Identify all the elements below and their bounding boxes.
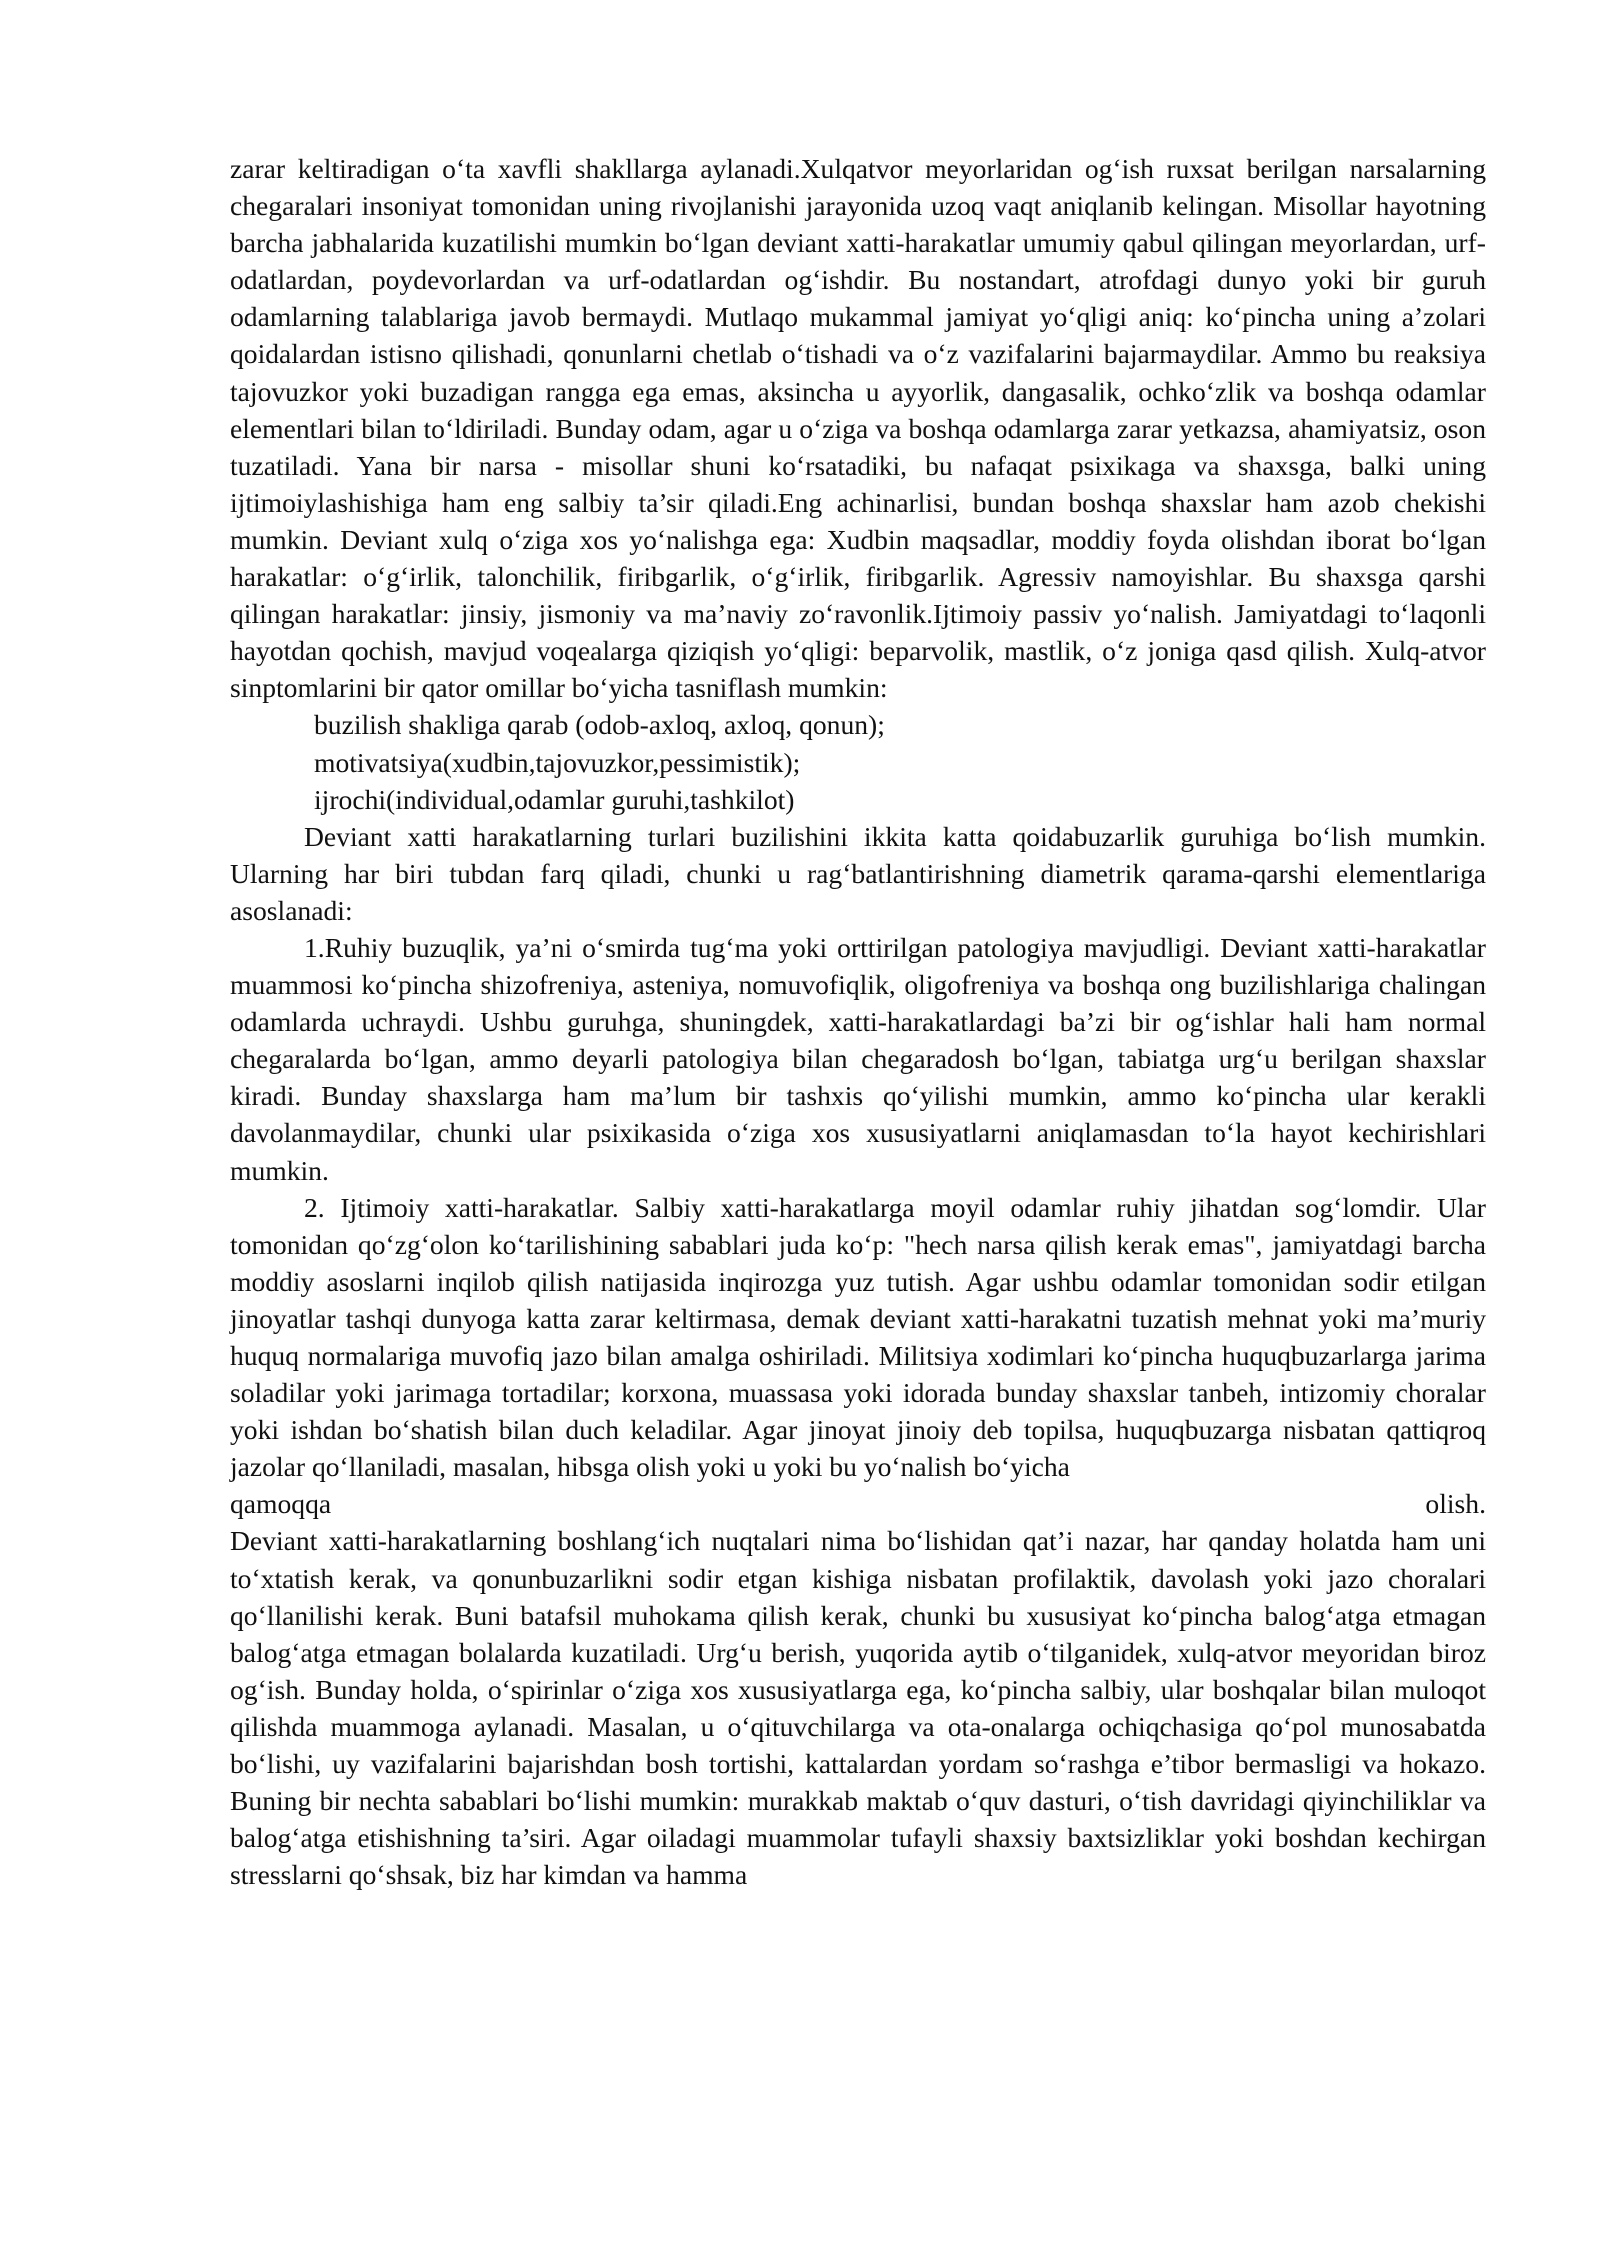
list-item-form: buzilish shakliga qarab (odob-axloq, axloq, qonun);	[314, 709, 885, 741]
paragraph-social-behavior-end	[230, 1485, 1486, 1522]
social-end-left: qamoqqa	[230, 1488, 332, 1520]
list-item-motivation: motivatsiya(xudbin,tajovuzkor,pessimistik);	[314, 746, 801, 778]
list-item-performer: ijrochi(individual,odamlar guruhi,tashkilot)	[314, 783, 795, 815]
paragraph-mental-disorder: 1.Ruhiy buzuqlik, ya’ni o‘smirda tug‘ma yoki orttirilgan patologiya mavjudligi. Deviant xatti-harakatlar muammosi ko‘pincha shizofreniya, asteniya, nomuvofiqlik, oligofreniya va boshqa ong buzilishlariga chalingan odamlarda uchraydi. Ushbu guruhga, shuningdek, xatti-harakatlardagi ba’zi bir og‘ishlar hali ham normal chegaralarda bo‘lgan, ammo deyarli patologiya bilan chegaradosh bo‘lgan, tabiatga urg‘u berilgan shaxslar kiradi. Bunday shaxslarga ham ma’lum bir tashxis qo‘yilishi mumkin, ammo ko‘pincha ular kerakli davolanmaydilar, chunki ular psixikasida o‘ziga xos xususiyatlarni aniqlamasdan to‘la hayot kechirishlari mumkin.	[230, 931, 1486, 1186]
paragraph-intro: zarar keltiradigan o‘ta xavfli shakllarga aylanadi.Xulqatvor meyorlaridan og‘ish ruxsat berilgan narsalarning chegaralari insoniyat tomonidan uning rivojlanishi jarayonida uzoq vaqt aniqlanib kelingan. Misollar hayotning barcha jabhalarida kuzatilishi mumkin bo‘lgan deviant xatti-harakatlar umumiy qabul qilingan meyorlardan, urf-odatlardan, poydevorlardan va urf-odatlardan og‘ishdir. Bu nostandart, atrofdagi dunyo yoki bir guruh odamlarning talablariga javob bermaydi. Mutlaqo mukammal jamiyat yo‘qligi aniq: ko‘pincha uning a’zolari qoidalardan istisno qilishadi, qonunlarni chetlab o‘tishadi va o‘z vazifalarini bajarmaydilar. Ammo bu reaksiya tajovuzkor yoki buzadigan rangga ega emas, aksincha u ayyorlik, dangasalik, ochko‘zlik va boshqa odamlar elementlari bilan to‘ldiriladi. Bunday odam, agar u o‘ziga va boshqa odamlarga zarar yetkazsa, ahamiyatsiz, oson tuzatiladi. Yana bir narsa - misollar shuni ko‘rsatadiki, bu nafaqat psixikaga va shaxsga, balki uning ijtimoiylashishiga ham eng salbiy ta’sir qiladi.Eng achinarlisi, bundan boshqa shaxslar ham azob chekishi mumkin. Deviant xulq o‘ziga xos yo‘nalishga ega: Xudbin maqsadlar, moddiy foyda olishdan iborat bo‘lgan harakatlar: o‘g‘irlik, talonchilik, firibgarlik, o‘g‘irlik, firibgarlik. Agressiv namoyishlar. Bu shaxsga qarshi qilingan harakatlar: jinsiy, jismoniy va ma’naviy zo‘ravonlik.Ijtimoiy passiv yo‘nalish. Jamiyatdagi to‘laqonli hayotdan qochish, mavjud voqealarga qiziqish yo‘qligi: beparvolik, mastlik, o‘z joniga qasd qilish. Xulq-atvor sinptomlarini bir qator omillar bo‘yicha tasniflash mumkin:	[230, 153, 1486, 704]
paragraph-final: Deviant xatti-harakatlarning boshlang‘ich nuqtalari nima bo‘lishidan qat’i nazar, har qanday holatda ham uni to‘xtatish kerak, va qonunbuzarlikni sodir etgan kishiga nisbatan profilaktik, davolash yoki jazo choralari qo‘llanilishi kerak. Buni batafsil muhokama qilish kerak, chunki bu xususiyat ko‘pincha balog‘atga etmagan balog‘atga etmagan bolalarda kuzatiladi. Urg‘u berish, yuqorida aytib o‘tilganidek, xulq-atvor meyoridan biroz og‘ish. Bunday holda, o‘spirinlar o‘ziga xos xususiyatlarga ega, ko‘pincha salbiy, ular boshqalar bilan muloqot qilishda muammoga aylanadi. Masalan, u o‘qituvchilarga va ota-onalarga ochiqchasiga qo‘pol munosabatda bo‘lishi, uy vazifalarini bajarishdan bosh tortishi, kattalardan yordam so‘rashga e’tibor bermasligi va hokazo. Buning bir nechta sabablari bo‘lishi mumkin: murakkab maktab o‘quv dasturi, o‘tish davridagi qiyinchiliklar va balog‘atga etishishning ta’siri. Agar oiladagi muammolar tufayli shaxsiy baxtsizliklar yoki boshdan kechirgan stresslarni qo‘shsak, biz har kimdan va hamma	[230, 1525, 1486, 1891]
document-body	[230, 150, 1486, 1893]
paragraph-types: Deviant xatti harakatlarning turlari buzilishini ikkita katta qoidabuzarlik guruhiga bo‘lish mumkin. Ularning har biri tubdan farq qiladi, chunki u rag‘batlantirishning diametrik qarama-qarshi elementlariga asoslanadi:	[230, 820, 1486, 926]
paragraph-social-behavior: 2. Ijtimoiy xatti-harakatlar. Salbiy xatti-harakatlarga moyil odamlar ruhiy jihatdan sog‘lomdir. Ular tomonidan qo‘zg‘olon ko‘tarilishining sabablari juda ko‘p: "hech narsa qilish kerak emas", jamiyatdagi barcha moddiy asoslarni inqilob qilish natijasida inqirozga yuz tutish. Agar ushbu odamlar tomonidan sodir etilgan jinoyatlar tashqi dunyoga katta zarar keltirmasa, demak deviant xatti-harakatni tuzatish mehnat yoki ma’muriy huquq normalariga muvofiq jazo bilan amalga oshiriladi. Militsiya xodimlari ko‘pincha huquqbuzarlarga jarima soladilar yoki jarimaga tortadilar; korxona, muassasa yoki idorada bunday shaxslar tanbeh, intizomiy choralar yoki ishdan bo‘shatish bilan duch keladilar. Agar jinoyat jinoiy deb topilsa, huquqbuzarga nisbatan qattiqroq jazolar qo‘llaniladi, masalan, hibsga olish yoki u yoki bu yo‘nalish bo‘yicha	[230, 1191, 1486, 1483]
social-end-right: olish.	[1425, 1488, 1486, 1520]
